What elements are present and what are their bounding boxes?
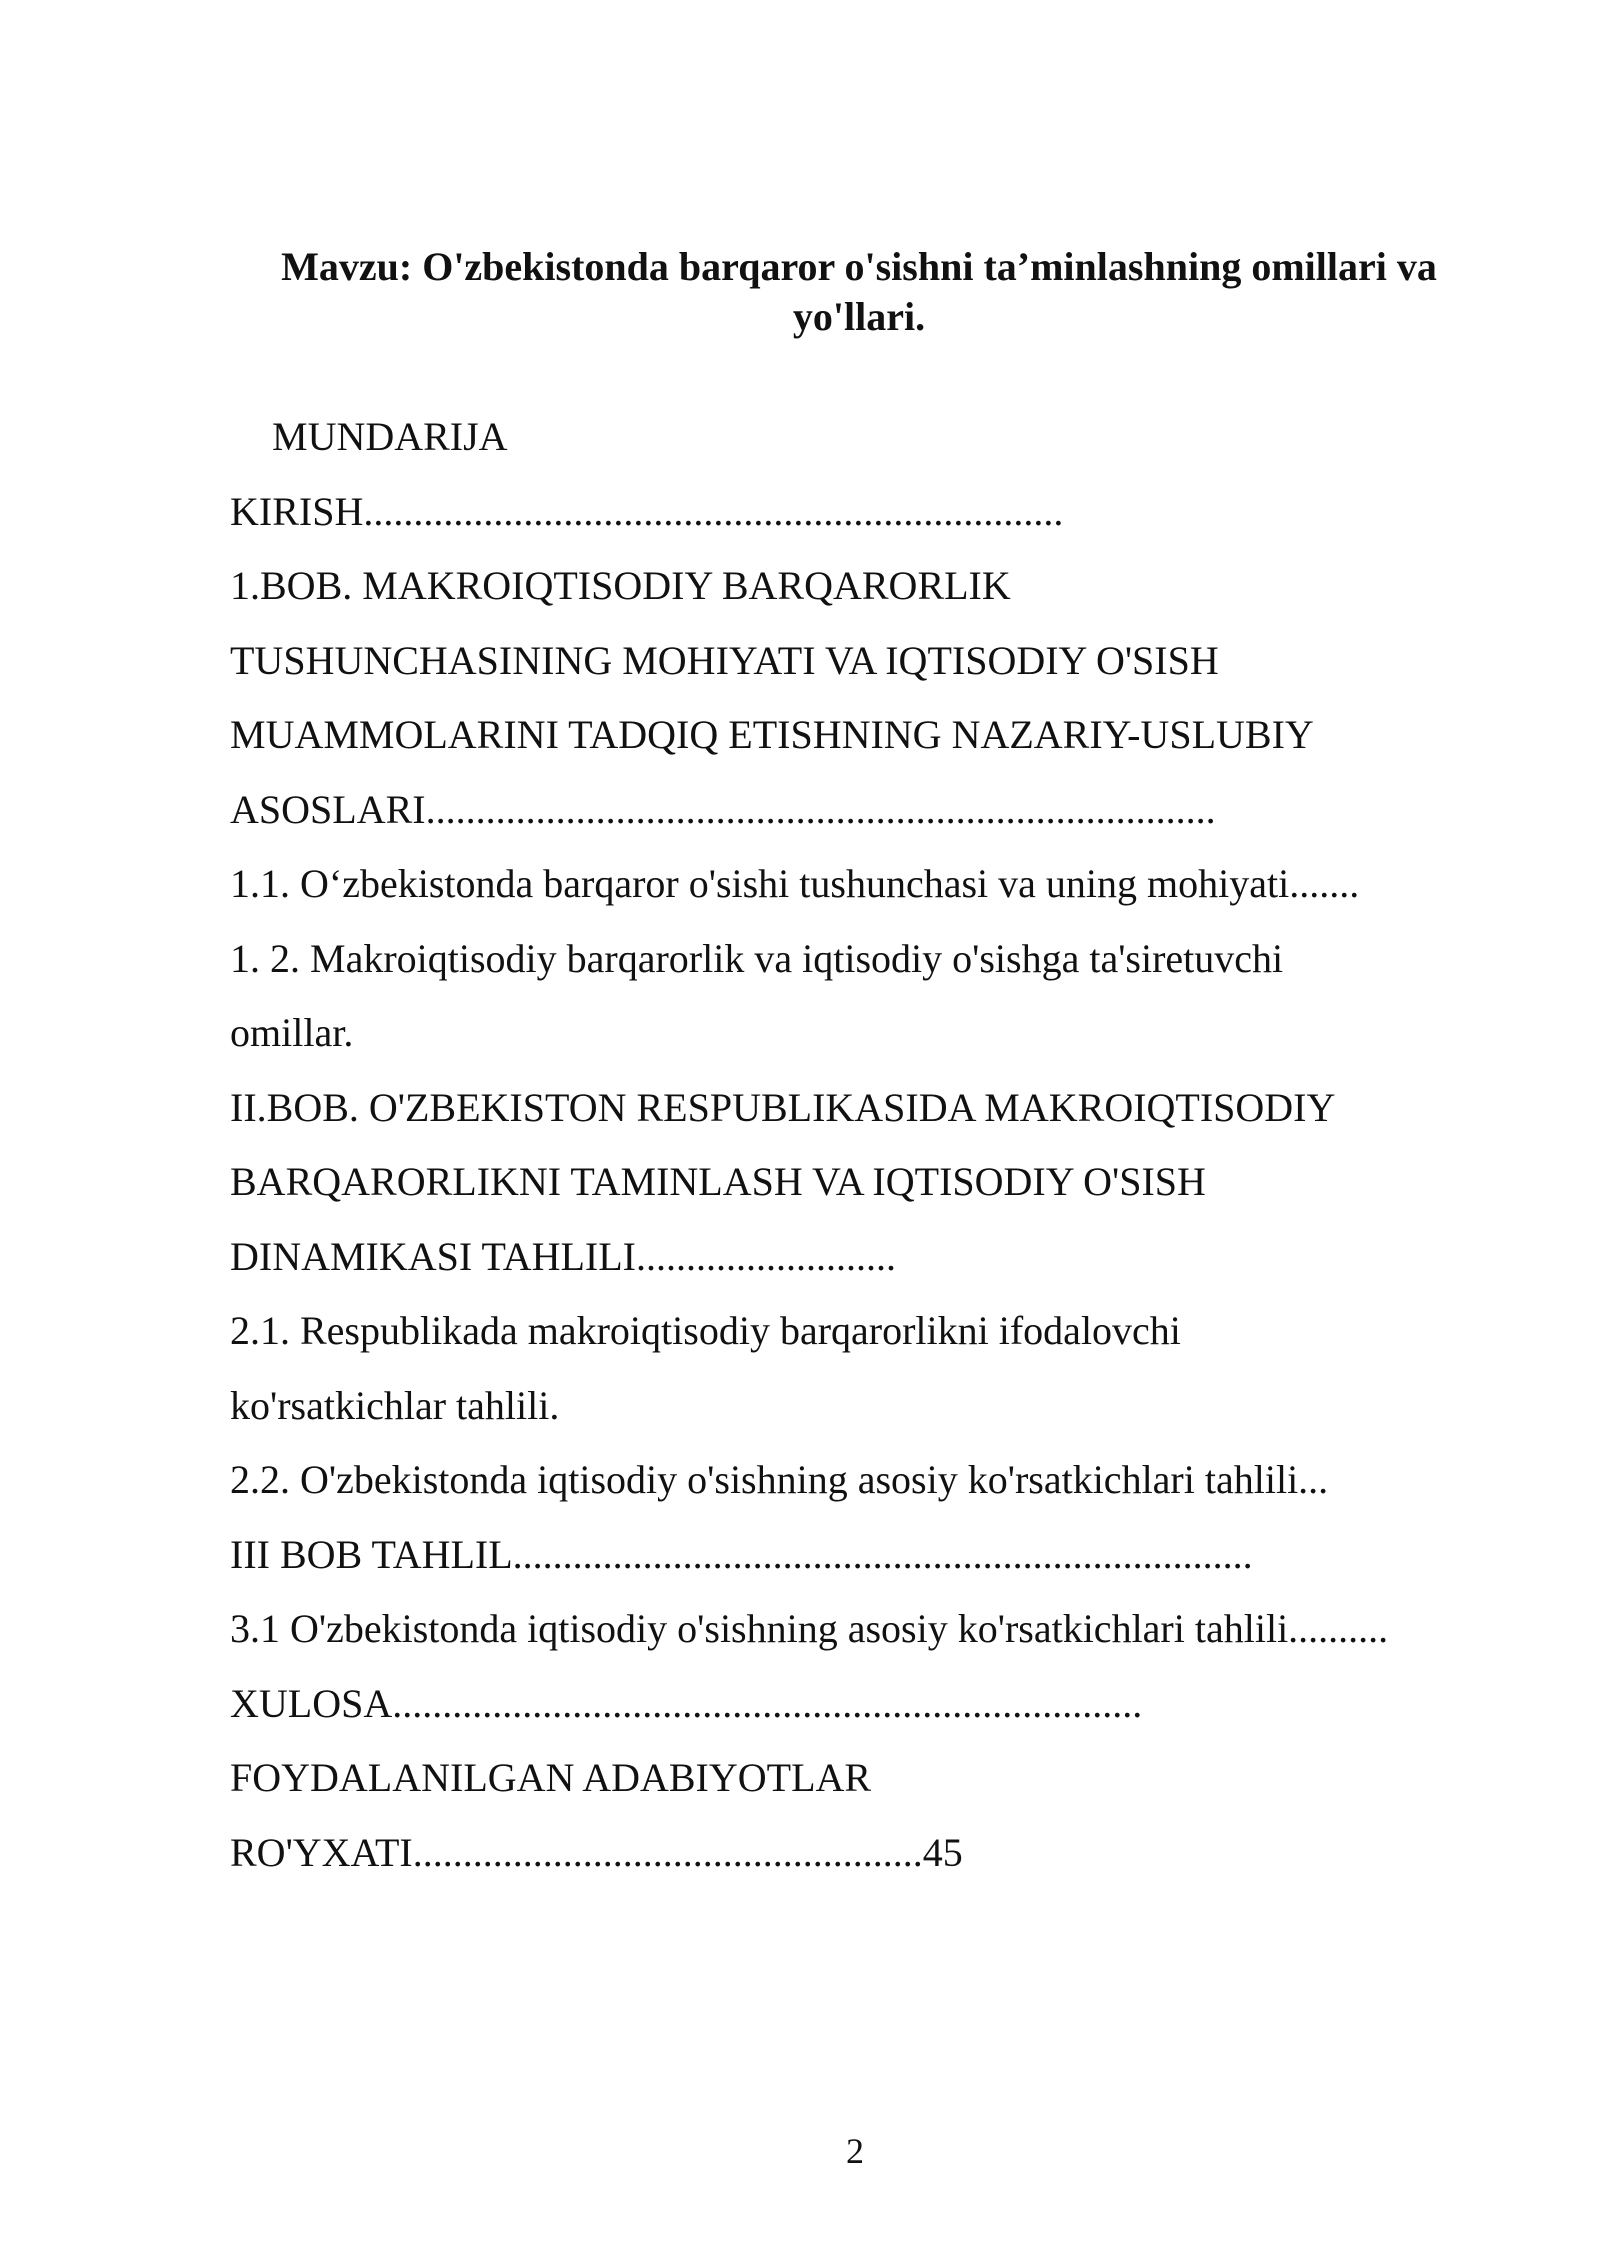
toc-entry: 3.1 O'zbekistonda iqtisodiy o'sishning asosiy ko'rsatkichlari tahlili..........: [230, 1606, 1389, 1651]
document-title: Mavzu: O'zbekistonda barqaror o'sishni ta’minlashning omillari va yo'llari.: [281, 244, 1437, 339]
toc-entry: 1.1. O‘zbekistonda barqaror o'sishi tushunchasi va uning mohiyati.......: [230, 861, 1360, 906]
toc-entry: II.BOB. O'ZBEKISTON RESPUBLIKASIDA MAKROIQTISODIY: [230, 1084, 1336, 1130]
toc-entry: RO'YXATI...................................................45: [230, 1829, 963, 1875]
toc-entry: 2.1. Respublikada makroiqtisodiy barqarorlikni ifodalovchi: [230, 1308, 1181, 1353]
toc-entry: III BOB TAHLIL..........................................................................: [230, 1531, 1253, 1577]
toc-entry: DINAMIKASI TAHLILI..........................: [230, 1233, 896, 1279]
toc-entry: ASOSLARI...............................................................................: [230, 786, 1216, 832]
toc-entry: 1. 2. Makroiqtisodiy barqarorlik va iqtisodiy o'sishga ta'siretuvchi: [230, 935, 1284, 981]
toc-entry: omillar.: [230, 1010, 354, 1055]
toc-entry: FOYDALANILGAN ADABIYOTLAR: [230, 1755, 872, 1800]
toc-entry: 1.BOB. MAKROIQTISODIY BARQARORLIK: [230, 563, 1011, 608]
toc-entry: TUSHUNCHASINING MOHIYATI VA IQTISODIY O'SISH: [230, 637, 1219, 683]
page-number: 2: [846, 2131, 864, 2171]
toc-heading: MUNDARIJA: [272, 414, 508, 459]
table-of-contents: [230, 400, 1520, 1890]
toc-entry: BARQARORLIKNI TAMINLASH VA IQTISODIY O'SISH: [230, 1159, 1206, 1204]
toc-entry: XULOSA...........................................................................: [230, 1680, 1143, 1726]
toc-entry: ko'rsatkichlar tahlili.: [230, 1382, 560, 1428]
toc-entry: KIRISH......................................................................: [230, 488, 1064, 534]
toc-entry: 2.2. O'zbekistonda iqtisodiy o'sishning asosiy ko'rsatkichlari tahlili...: [230, 1457, 1329, 1502]
toc-entry: MUAMMOLARINI TADQIQ ETISHNING NAZARIY-USLUBIY: [230, 712, 1314, 757]
